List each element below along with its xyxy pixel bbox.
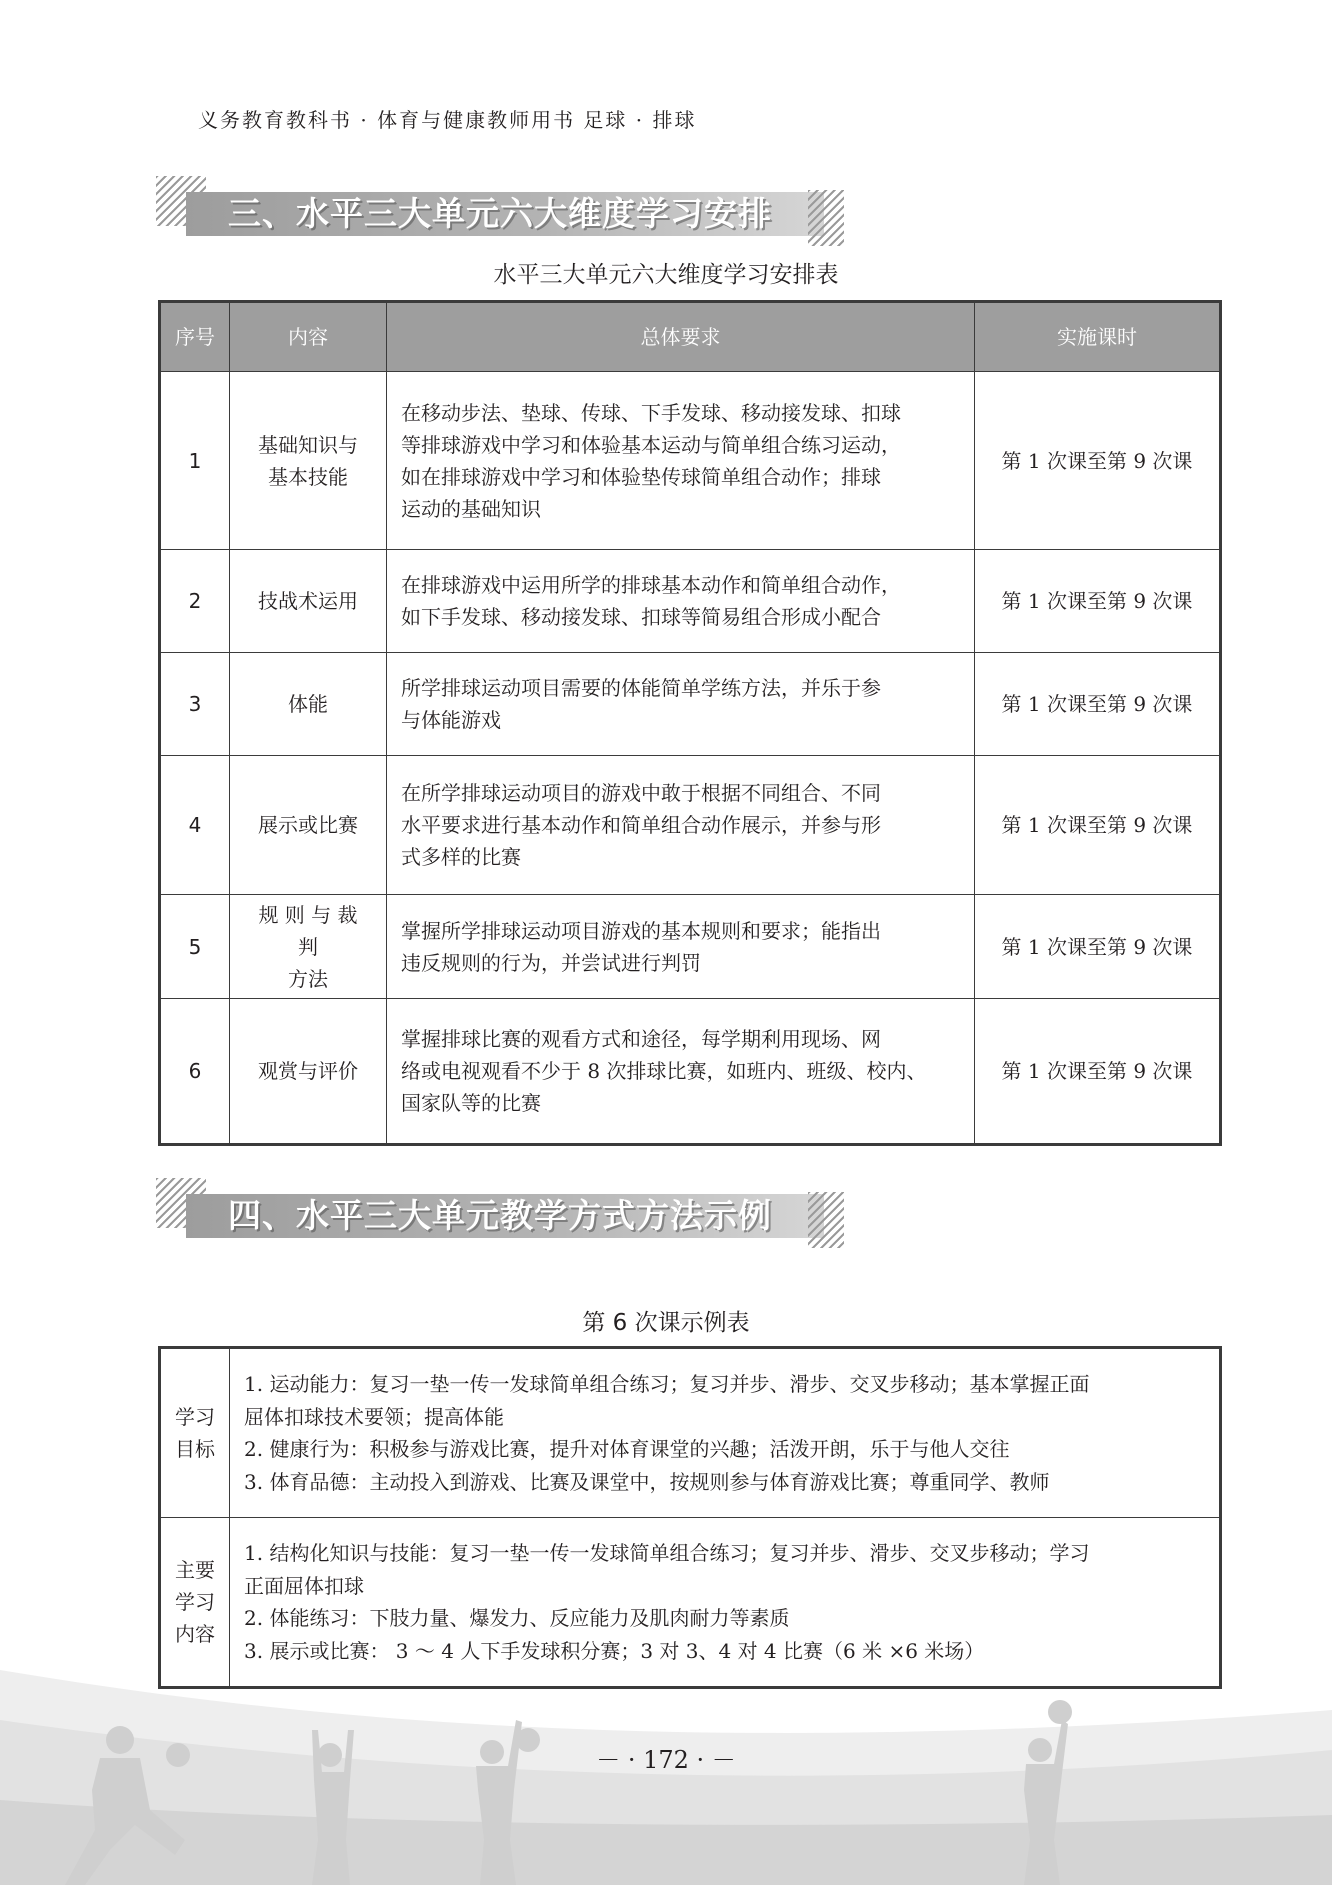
requirement-line: 运动的基础知识 bbox=[401, 496, 541, 521]
requirement-line: 络或电视观看不少于 8 次排球比赛，如班内、班级、校内、 bbox=[401, 1059, 927, 1083]
hatch-decoration bbox=[808, 190, 844, 246]
table-row bbox=[160, 1348, 1221, 1518]
hours-cell: 第 1 次课至第 9 次课 bbox=[975, 653, 1221, 756]
requirement-line: 如下手发球、移动接发球、扣球等简易组合形成小配合 bbox=[401, 605, 881, 629]
volleyball-icon bbox=[1048, 1700, 1072, 1724]
goals-cell bbox=[230, 1348, 1221, 1518]
text-line: 正面屈体扣球 bbox=[244, 1573, 364, 1598]
content-line: 技战术运用 bbox=[258, 589, 358, 613]
requirement-line: 所学排球运动项目需要的体能简单学练方法，并乐于参 bbox=[401, 676, 881, 700]
requirement-cell bbox=[387, 550, 975, 653]
plan-table bbox=[158, 300, 1222, 1146]
seq-cell: 5 bbox=[160, 895, 230, 999]
seq-cell: 6 bbox=[160, 999, 230, 1145]
table-row bbox=[160, 550, 1221, 653]
requirement-line: 掌握所学排球运动项目游戏的基本规则和要求；能指出 bbox=[401, 918, 881, 943]
requirement-line: 式多样的比赛 bbox=[401, 845, 521, 869]
label-line: 主要 bbox=[175, 1558, 215, 1582]
content-line: 观赏与评价 bbox=[258, 1059, 358, 1083]
content-cell bbox=[230, 756, 387, 895]
column-header: 总体要求 bbox=[387, 302, 975, 372]
text-line: 3. 展示或比赛： 3 ～ 4 人下手发球积分赛；3 对 3、4 对 4 比赛（6 米 ×6 米场） bbox=[244, 1638, 985, 1663]
hours-cell: 第 1 次课至第 9 次课 bbox=[975, 756, 1221, 895]
text-line: 1. 结构化知识与技能：复习一垫一传一发球简单组合练习；复习并步、滑步、交叉步移动；学习 bbox=[244, 1541, 1090, 1565]
table-row bbox=[160, 756, 1221, 895]
table-row bbox=[160, 895, 1221, 999]
requirement-line: 在移动步法、垫球、传球、下手发球、移动接发球、扣球 bbox=[401, 400, 901, 425]
section-4-banner bbox=[156, 1178, 844, 1252]
text-line: 2. 体能练习：下肢力量、爆发力、反应能力及肌肉耐力等素质 bbox=[244, 1606, 790, 1630]
section-3-heading: 三、水平三大单元六大维度学习安排 bbox=[228, 194, 772, 233]
requirement-line: 掌握排球比赛的观看方式和途径，每学期利用现场、网 bbox=[401, 1027, 881, 1051]
text-line: 3. 体育品德：主动投入到游戏、比赛及课堂中，按规则参与体育游戏比赛；尊重同学、教师 bbox=[244, 1469, 1050, 1494]
label-line: 目标 bbox=[175, 1437, 215, 1461]
requirement-line: 国家队等的比赛 bbox=[401, 1091, 541, 1115]
column-header: 内容 bbox=[230, 302, 387, 372]
requirement-line: 水平要求进行基本动作和简单组合动作展示，并参与形 bbox=[401, 813, 881, 837]
label-line: 学习 bbox=[175, 1590, 215, 1614]
hours-cell: 第 1 次课至第 9 次课 bbox=[975, 550, 1221, 653]
content-cell bbox=[230, 999, 387, 1145]
table-row bbox=[160, 999, 1221, 1145]
content-line: 基本技能 bbox=[268, 464, 348, 489]
hatch-decoration bbox=[808, 1192, 844, 1248]
table-row bbox=[160, 372, 1221, 550]
requirement-cell bbox=[387, 372, 975, 550]
section-4-heading: 四、水平三大单元教学方式方法示例 bbox=[228, 1196, 772, 1235]
content-cell bbox=[230, 372, 387, 550]
seq-cell: 2 bbox=[160, 550, 230, 653]
plan-table-header-row bbox=[160, 302, 1221, 372]
hours-cell: 第 1 次课至第 9 次课 bbox=[975, 895, 1221, 999]
text-line: 1. 运动能力：复习一垫一传一发球简单组合练习；复习并步、滑步、交叉步移动；基本掌握正面 bbox=[244, 1372, 1090, 1396]
content-line: 方法 bbox=[288, 966, 328, 991]
text-line: 屈体扣球技术要领；提高体能 bbox=[244, 1404, 504, 1429]
text-line: 2. 健康行为：积极参与游戏比赛，提升对体育课堂的兴趣；活泼开朗，乐于与他人交往 bbox=[244, 1437, 1010, 1461]
requirement-line: 违反规则的行为，并尝试进行判罚 bbox=[401, 950, 701, 975]
requirement-line: 等排球游戏中学习和体验基本运动与简单组合练习运动， bbox=[401, 432, 901, 457]
label-line: 学习 bbox=[175, 1405, 215, 1429]
requirement-line: 与体能游戏 bbox=[401, 708, 501, 732]
label-line: 内容 bbox=[175, 1622, 215, 1646]
plan-table-caption: 水平三大单元六大维度学习安排表 bbox=[493, 262, 839, 288]
requirement-line: 如在排球游戏中学习和体验垫传球简单组合动作；排球 bbox=[401, 464, 881, 489]
requirement-line: 在所学排球运动项目的游戏中敢于根据不同组合、不同 bbox=[401, 781, 881, 805]
lesson-table-caption: 第 6 次课示例表 bbox=[582, 1310, 750, 1336]
hours-cell: 第 1 次课至第 9 次课 bbox=[975, 372, 1221, 550]
column-header: 实施课时 bbox=[975, 302, 1221, 372]
seq-cell: 1 bbox=[160, 372, 230, 550]
requirement-cell bbox=[387, 895, 975, 999]
requirement-line: 在排球游戏中运用所学的排球基本动作和简单组合动作， bbox=[401, 573, 901, 597]
requirement-cell bbox=[387, 653, 975, 756]
content-cell bbox=[230, 550, 387, 653]
content-line: 展示或比赛 bbox=[258, 813, 358, 837]
hours-cell: 第 1 次课至第 9 次课 bbox=[975, 999, 1221, 1145]
running-header: 义务教育教科书 · 体育与健康教师用书 足球 · 排球 bbox=[198, 108, 697, 132]
seq-cell: 4 bbox=[160, 756, 230, 895]
seq-cell: 3 bbox=[160, 653, 230, 756]
requirement-cell bbox=[387, 756, 975, 895]
content-line: 体能 bbox=[288, 692, 328, 716]
content-cell bbox=[230, 895, 387, 999]
requirement-cell bbox=[387, 999, 975, 1145]
column-header: 序号 bbox=[160, 302, 230, 372]
row-label bbox=[160, 1348, 230, 1518]
content-cell bbox=[230, 653, 387, 756]
table-row bbox=[160, 653, 1221, 756]
section-3-banner bbox=[156, 176, 844, 250]
content-line: 基础知识与 bbox=[258, 432, 358, 457]
content-line: 规 则 与 裁 判 bbox=[258, 902, 358, 959]
page-number: － · 172 · － bbox=[596, 1746, 736, 1774]
